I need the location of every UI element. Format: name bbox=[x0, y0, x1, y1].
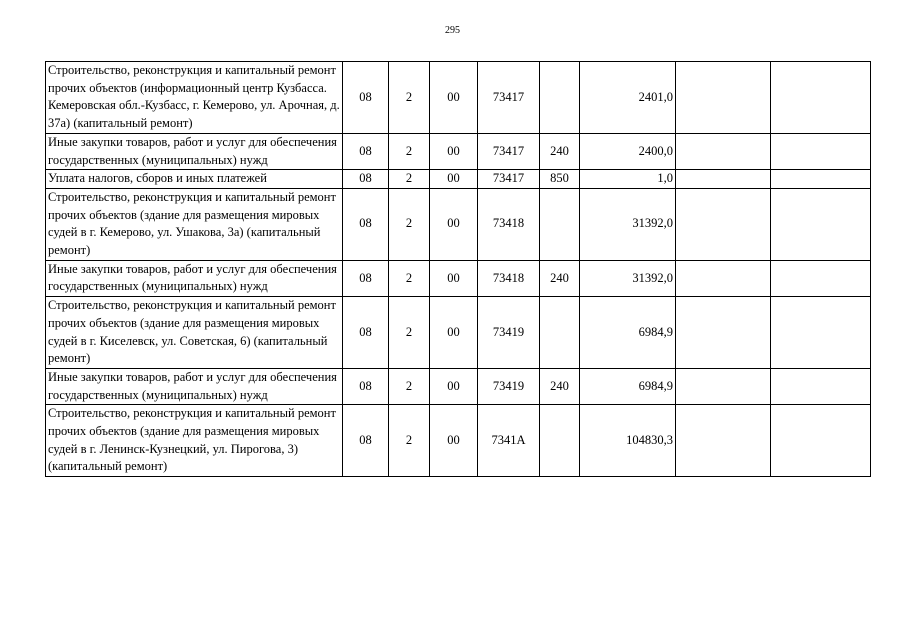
amount: 2400,0 bbox=[580, 133, 676, 169]
section-code: 08 bbox=[343, 133, 389, 169]
empty-cell bbox=[771, 297, 871, 369]
program-code: 00 bbox=[430, 170, 478, 189]
section-code: 08 bbox=[343, 170, 389, 189]
table-row bbox=[46, 368, 871, 404]
table-row bbox=[46, 297, 871, 369]
program-code: 00 bbox=[430, 260, 478, 296]
row-name: Уплата налогов, сборов и иных платежей bbox=[46, 170, 343, 189]
empty-cell bbox=[676, 405, 771, 477]
expense-type-code bbox=[540, 297, 580, 369]
empty-cell bbox=[771, 62, 871, 134]
row-name: Строительство, реконструкция и капитальный ремонт прочих объектов (здание для размещения мировых судей в г. Киселевск, ул. Советская, 6) (капитальный ремонт) bbox=[46, 297, 343, 369]
table-row bbox=[46, 133, 871, 169]
subsection-code: 2 bbox=[389, 405, 430, 477]
section-code: 08 bbox=[343, 297, 389, 369]
table-row bbox=[46, 260, 871, 296]
program-code: 00 bbox=[430, 405, 478, 477]
amount: 104830,3 bbox=[580, 405, 676, 477]
amount: 1,0 bbox=[580, 170, 676, 189]
expense-type-code bbox=[540, 62, 580, 134]
section-code: 08 bbox=[343, 405, 389, 477]
target-code: 73419 bbox=[478, 368, 540, 404]
table-row bbox=[46, 62, 871, 134]
empty-cell bbox=[676, 133, 771, 169]
empty-cell bbox=[771, 368, 871, 404]
amount: 31392,0 bbox=[580, 188, 676, 260]
empty-cell bbox=[676, 297, 771, 369]
expense-type-code: 240 bbox=[540, 260, 580, 296]
program-code: 00 bbox=[430, 188, 478, 260]
empty-cell bbox=[771, 260, 871, 296]
row-name: Иные закупки товаров, работ и услуг для обеспечения государственных (муниципальных) нужд bbox=[46, 368, 343, 404]
budget-table bbox=[45, 61, 871, 477]
expense-type-code bbox=[540, 188, 580, 260]
empty-cell bbox=[771, 188, 871, 260]
empty-cell bbox=[676, 260, 771, 296]
expense-type-code: 850 bbox=[540, 170, 580, 189]
empty-cell bbox=[771, 170, 871, 189]
target-code: 73417 bbox=[478, 62, 540, 134]
target-code: 73418 bbox=[478, 260, 540, 296]
target-code: 73417 bbox=[478, 133, 540, 169]
row-name: Иные закупки товаров, работ и услуг для обеспечения государственных (муниципальных) нужд bbox=[46, 133, 343, 169]
subsection-code: 2 bbox=[389, 62, 430, 134]
target-code: 73418 bbox=[478, 188, 540, 260]
section-code: 08 bbox=[343, 188, 389, 260]
section-code: 08 bbox=[343, 260, 389, 296]
target-code: 73419 bbox=[478, 297, 540, 369]
subsection-code: 2 bbox=[389, 368, 430, 404]
amount: 2401,0 bbox=[580, 62, 676, 134]
program-code: 00 bbox=[430, 297, 478, 369]
target-code: 73417 bbox=[478, 170, 540, 189]
subsection-code: 2 bbox=[389, 170, 430, 189]
subsection-code: 2 bbox=[389, 260, 430, 296]
program-code: 00 bbox=[430, 133, 478, 169]
amount: 6984,9 bbox=[580, 297, 676, 369]
table-row bbox=[46, 188, 871, 260]
section-code: 08 bbox=[343, 62, 389, 134]
empty-cell bbox=[676, 188, 771, 260]
table-row bbox=[46, 405, 871, 477]
expense-type-code bbox=[540, 405, 580, 477]
subsection-code: 2 bbox=[389, 188, 430, 260]
row-name: Строительство, реконструкция и капитальный ремонт прочих объектов (здание для размещения мировых судей в г. Ленинск-Кузнецкий, ул. Пирогова, 3) (капитальный ремонт) bbox=[46, 405, 343, 477]
table-row bbox=[46, 170, 871, 189]
row-name: Иные закупки товаров, работ и услуг для обеспечения государственных (муниципальных) нужд bbox=[46, 260, 343, 296]
empty-cell bbox=[676, 170, 771, 189]
expense-type-code: 240 bbox=[540, 368, 580, 404]
empty-cell bbox=[676, 368, 771, 404]
amount: 31392,0 bbox=[580, 260, 676, 296]
row-name: Строительство, реконструкция и капитальный ремонт прочих объектов (здание для размещения мировых судей в г. Кемерово, ул. Ушакова, 3а) (капитальный ремонт) bbox=[46, 188, 343, 260]
subsection-code: 2 bbox=[389, 297, 430, 369]
program-code: 00 bbox=[430, 62, 478, 134]
page-number: 295 bbox=[445, 25, 460, 36]
target-code: 7341А bbox=[478, 405, 540, 477]
amount: 6984,9 bbox=[580, 368, 676, 404]
expense-type-code: 240 bbox=[540, 133, 580, 169]
empty-cell bbox=[771, 405, 871, 477]
program-code: 00 bbox=[430, 368, 478, 404]
subsection-code: 2 bbox=[389, 133, 430, 169]
empty-cell bbox=[771, 133, 871, 169]
row-name: Строительство, реконструкция и капитальный ремонт прочих объектов (информационный центр Кузбасса. Кемеровская обл.-Кузбасс, г. Кемерово, ул. Арочная, д. 37а) (капитальный ремонт) bbox=[46, 62, 343, 134]
empty-cell bbox=[676, 62, 771, 134]
section-code: 08 bbox=[343, 368, 389, 404]
